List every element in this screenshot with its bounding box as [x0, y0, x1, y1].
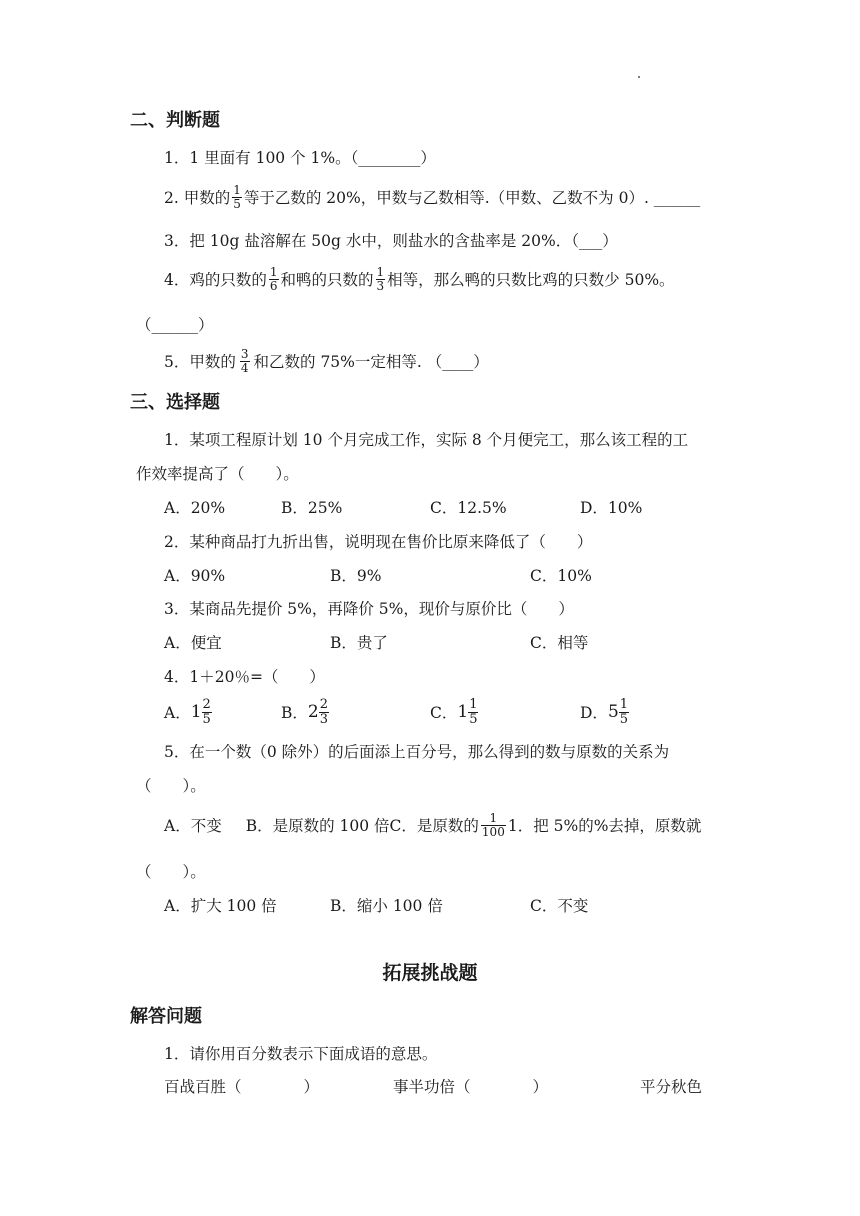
choice-q3-option-c: C．相等: [530, 634, 589, 652]
answer-q1: 1．请你用百分数表示下面成语的意思。: [164, 1045, 438, 1063]
choice-q3: 3．某商品先提价 5%，再降价 5%，现价与原价比（ ）: [164, 600, 574, 618]
section-heading-judgment: 二、判断题: [130, 110, 220, 131]
judgment-q2: [164, 182, 700, 212]
mixed-number-d: 5 $\frac{1}{5}$: [607, 696, 629, 727]
judgment-q4-mid: 和鸭的只数的: [280, 271, 374, 289]
section-heading-answer: 解答问题: [130, 1006, 202, 1027]
page-dot: [638, 76, 640, 78]
choice-q4-option-d: [580, 695, 631, 729]
judgment-q5: [164, 345, 489, 377]
judgment-q2-pre: 2. 甲数的: [164, 189, 231, 207]
option-c-label: C．: [430, 704, 458, 722]
mixed-number-b: 2 $\frac{2}{3}$: [307, 696, 328, 727]
option-b-label: B．: [281, 704, 308, 722]
judgment-q4-post: 相等，那么鸭的只数比鸡的只数少 50%。: [387, 271, 675, 289]
judgment-q4-blank: （______）: [136, 316, 214, 334]
choice-q2-option-c: C．10%: [530, 567, 592, 585]
fraction-one-fifth: $\frac{1}{5}$: [233, 182, 241, 211]
choice-q1-line2: 作效率提高了（ ）。: [136, 465, 299, 483]
fraction-one-third: $\frac{1}{3}$: [376, 264, 385, 293]
option-a-label: A．: [164, 704, 191, 722]
judgment-q3: 3．把 10g 盐溶解在 50g 水中，则盐水的含盐率是 20%．（___）: [164, 232, 618, 250]
option-d-label: D．: [580, 704, 608, 722]
choice-q6-option-a: A．扩大 100 倍: [164, 897, 277, 915]
section-heading-choice: 三、选择题: [130, 392, 220, 413]
choice-q5-option-a: A．不变: [164, 817, 222, 835]
judgment-q1: 1．1 里面有 100 个 1%。（________）: [164, 149, 436, 167]
choice-q6-option-c: C．不变: [530, 897, 589, 915]
fraction-one-sixth: $\frac{1}{6}$: [269, 264, 278, 293]
choice-q2-option-b: B．9%: [330, 567, 382, 585]
choice-q1-line1: 1．某项工程原计划 10 个月完成工作，实际 8 个月便完工，那么该工程的工: [164, 431, 689, 449]
choice-q6-text: 1．把 5%的%去掉，原数就: [507, 817, 702, 835]
choice-q5-options-line: [164, 808, 701, 842]
choice-q4-option-a: [164, 695, 214, 729]
judgment-q5-post: 和乙数的 75%一定相等. （____）: [253, 353, 489, 371]
idiom-2: 事半功倍（ ）: [393, 1078, 549, 1096]
choice-q4-option-c: [430, 695, 480, 729]
choice-q6-option-b: B．缩小 100 倍: [330, 897, 443, 915]
judgment-q4: [164, 263, 675, 295]
choice-q1-option-a: A．20%: [164, 499, 226, 517]
choice-q4-option-b: [281, 695, 331, 729]
judgment-q5-pre: 5．甲数的: [164, 353, 236, 371]
fraction-three-quarters: $\frac{3}{4}$: [240, 346, 249, 375]
choice-q1-option-c: C．12.5%: [430, 499, 507, 517]
choice-q5-line1: 5．在一个数（0 除外）的后面添上百分号，那么得到的数与原数的关系为: [164, 743, 670, 761]
choice-q2-option-a: A．90%: [164, 567, 226, 585]
choice-q4: 4．1＋20％=（ ）: [164, 668, 325, 686]
choice-q5-option-b: B．是原数的 100 倍: [245, 817, 390, 835]
idiom-1: 百战百胜（ ）: [164, 1078, 320, 1096]
mixed-number-a: 1 $\frac{2}{5}$: [190, 696, 211, 727]
choice-q5-option-c: C．是原数的: [389, 817, 479, 835]
choice-q1-option-b: B．25%: [281, 499, 343, 517]
choice-q2: 2．某种商品打九折出售，说明现在售价比原来降低了（ ）: [164, 533, 593, 551]
judgment-q2-post: 等于乙数的 20%，甲数与乙数相等.（甲数、乙数不为 0）. ______: [243, 189, 701, 207]
mixed-number-c: 1 $\frac{1}{5}$: [457, 696, 478, 727]
challenge-title: 拓展挑战题: [382, 962, 478, 984]
fraction-one-hundredth: $\frac{1}{100}$: [481, 810, 505, 839]
choice-q3-option-b: B．贵了: [330, 634, 388, 652]
judgment-q4-pre: 4．鸡的只数的: [164, 271, 267, 289]
idiom-3: 平分秋色: [640, 1078, 703, 1096]
choice-q6-blank: （ ）。: [136, 863, 206, 881]
choice-q3-option-a: A．便宜: [164, 634, 222, 652]
choice-q1-option-d: D．10%: [580, 499, 643, 517]
choice-q5-line2: （ ）。: [136, 777, 206, 795]
